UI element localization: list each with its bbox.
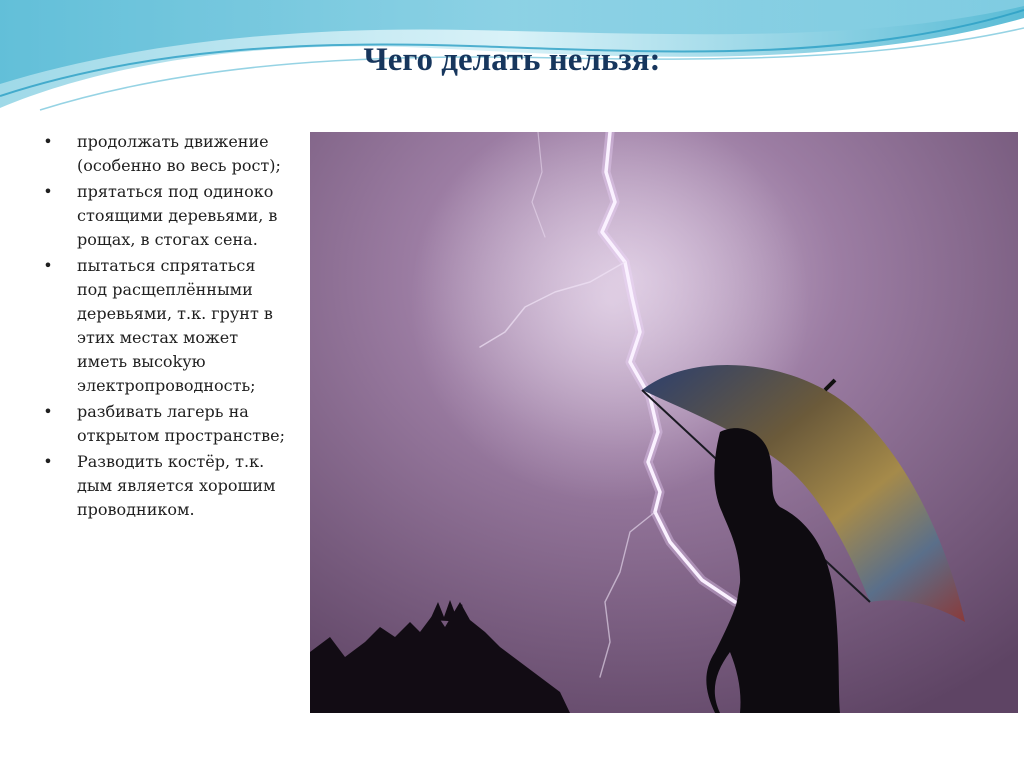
list-item [40, 254, 290, 398]
bullet-mark: • [43, 132, 53, 151]
list-item [40, 130, 290, 178]
bullet-text: Разводить костёр, т.к. дым является хорошим проводником. [77, 452, 276, 519]
slide-title: Чего делать нельзя: [363, 42, 661, 78]
bullet-text: пытаться спрятаться под расщеплёнными деревьями, т.к. грунт в этих местах может иметь высоkую электропроводность; [77, 256, 273, 395]
lightning-photo [310, 132, 1018, 713]
lightning-scene [310, 132, 1018, 713]
bullet-text: разбивать лагерь на открытом пространстве; [77, 402, 285, 445]
bullet-mark: • [43, 256, 53, 275]
bullet-text: продолжать движение (особенно во весь рост); [77, 132, 281, 175]
list-item [40, 400, 290, 448]
bullet-mark: • [43, 452, 53, 471]
bullet-text: прятаться под одиноко стоящими деревьями, в рощах, в стогах сена. [77, 182, 278, 249]
bullet-mark: • [43, 402, 53, 421]
bullet-list [40, 130, 290, 524]
list-item [40, 450, 290, 522]
bullet-mark: • [43, 182, 53, 201]
list-item [40, 180, 290, 252]
